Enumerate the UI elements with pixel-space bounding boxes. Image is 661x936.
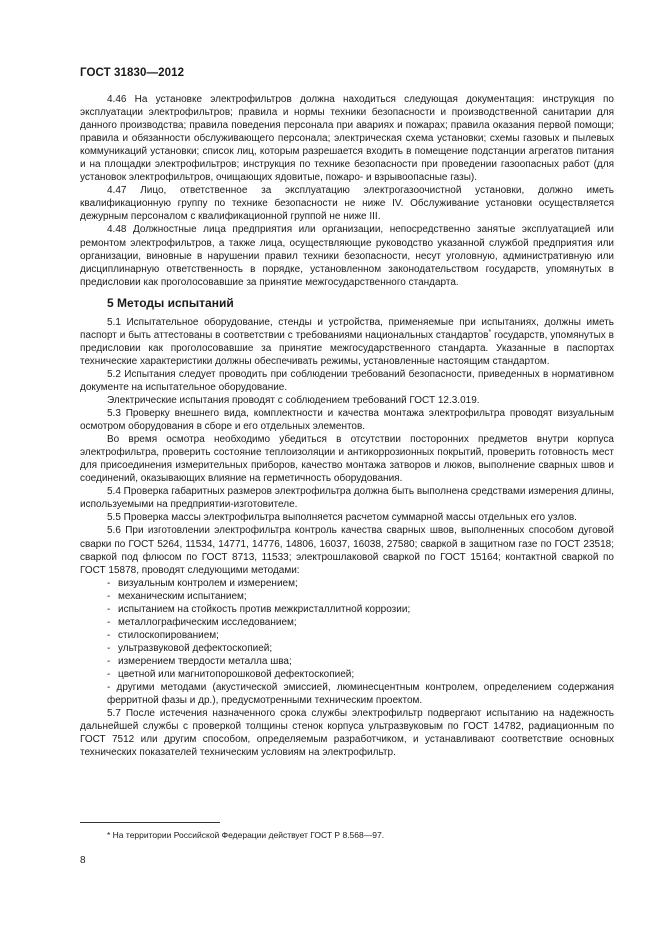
paragraph-5-2: 5.2 Испытания следует проводить при соблюдении требований безопасности, приведенных в нормативном документе на испытательное оборудование. <box>80 368 614 393</box>
paragraph-5-1-continued: государств, упомянутых в предисловии как проголосовавшие за принятие межгосударственного стандарта. Указанные в паспортах технические характеристики должны обеспечивать режимы, установленные настоящим стандартом. <box>80 329 614 367</box>
list-item-text: визуальным контролем и измерением; <box>118 577 298 589</box>
list-item-text: измерением твердости металла шва; <box>118 655 292 667</box>
list-item: - металлографическим исследованием; <box>107 616 297 628</box>
list-item-text: другими методами (акустической эмиссией, люминесцентным контролем, определением содержания ферритной фазы и др.), предусмотренными техническим проектом. <box>107 682 615 707</box>
list-item: - испытанием на стойкость против межкристаллитной коррозии; <box>107 603 411 615</box>
list-item-text: испытанием на стойкость против межкристаллитной коррозии; <box>118 603 411 615</box>
list-item: - стилоскопированием; <box>107 629 219 641</box>
paragraph-5-7: 5.7 После истечения назначенного срока службы электрофильтр подвергают испытанию на надежность дальнейшей службы с проверкой толщины стенок корпуса ультразвуковым по ГОСТ 14782, радиационным по ГОСТ 7512 или другим способом, определяемым разработчиком, и устанавливают соответствие основных технических показателей техническим условиям на электрофильтр. <box>80 708 614 759</box>
paragraph-5-3: 5.3 Проверку внешнего вида, комплектности и качества монтажа электрофильтра проводят визуальным осмотром оборудования в сборе и его отдельных элементов. <box>80 408 614 433</box>
footnote: * На территории Российской Федерации действует ГОСТ Р 8.568—97. <box>107 830 385 840</box>
section-title: 5 Методы испытаний <box>107 295 234 310</box>
list-item-text: стилоскопированием; <box>118 629 219 641</box>
list-item-text: металлографическим исследованием; <box>118 616 297 628</box>
paragraph-5-6: 5.6 При изготовлении электрофильтра контроль качества сварных швов, выполненных способом дуговой сварки по ГОСТ 5264, 11534, 14771, 14776, 14806, 16037, 16038, 27580; сваркой в защитном газе по ГОСТ 23518; сваркой под флюсом по ГОСТ 8713, 11533; электрошлаковой сваркой по ГОСТ 15164; контактной сваркой по ГОСТ 15878, проводят следующими методами: <box>80 525 614 576</box>
paragraph-4-46: 4.46 На установке электрофильтров должна находиться следующая документация: инструкция по эксплуатации электрофильтров; правила и нормы техники безопасности и производственной санитарии для данного производства; правила поведения персонала при авариях и пожарах; правила оказания первой помощи; правила и обязанности обслуживающего персонала; электрическая схема установки; схемы газовых и пылевых коммуникаций установки; список лиц, которым разрешается входить в помещение подстанции агрегатов питания и на площадки электрофильтров; инструкция по технике безопасности при проведении газоопасных работ (для установок электрофильтров, очищающих ядовитые, пожаро- и взрывоопасные газы). <box>80 94 614 184</box>
list-item-text: ультразвуковой дефектоскопией; <box>118 642 273 654</box>
paragraph-electrical-tests: Электрические испытания проводят с соблюдением требований ГОСТ 12.3.019. <box>107 394 480 406</box>
list-item: - измерением твердости металла шва; <box>107 655 292 667</box>
paragraph-4-47: 4.47 Лицо, ответственное за эксплуатацию электрогазоочистной установки, должно иметь квалификационную группу по технике безопасности не ниже IV. Обслуживание установки осуществляется дежурным персоналом с квалификационной группой не ниже III. <box>80 185 614 223</box>
paragraph-5-4: 5.4 Проверка габаритных размеров электрофильтра должна быть выполнена средствами измерения длины, используемыми на предприятии-изготовителе. <box>80 486 614 511</box>
list-item-text: механическим испытанием; <box>118 590 247 602</box>
list-item: - ультразвуковой дефектоскопией; <box>107 642 273 654</box>
list-item: - цветной или магнитопорошковой дефектоскопией; <box>107 668 355 680</box>
paragraph-inspection: Во время осмотра необходимо убедиться в отсутствии посторонних предметов внутри корпуса электрофильтра, проверить состояние теплоизоляции и антикоррозионных покрытий, проверить готовность мест для присоединения измерительных приборов, качество монтажа затворов и люков, выполнение сварных швов и соединений, оказывающих влияние на герметичность оборудования. <box>80 434 614 485</box>
paragraph-5-5: 5.5 Проверка массы электрофильтра выполняется расчетом суммарной массы отдельных его узлов. <box>107 512 577 524</box>
paragraph-5-1 <box>80 316 614 368</box>
list-item-text: цветной или магнитопорошковой дефектоскопией; <box>118 668 355 680</box>
footnote-divider <box>80 822 220 823</box>
page-number: 8 <box>80 855 86 866</box>
paragraph-4-48: 4.48 Должностные лица предприятия или организации, непосредственно занятые эксплуатацией или ремонтом электрофильтров, а также лица, осуществляющие руководство указанной службой предприятия или организации, виновные в нарушении правил техники безопасности, несут уголовную, административную или дисциплинарную ответственность в порядке, установленном законодательством государств, упомянутых в предисловии как проголосовавшие за принятие межгосударственного стандарта. <box>80 224 614 288</box>
list-item: - визуальным контролем и измерением; <box>107 577 298 589</box>
document-body <box>80 93 614 759</box>
list-item: - другими методами (акустической эмиссией, люминесцентным контролем, определением содержания ферритной фазы и др.), предусмотренными техническим проектом. <box>107 682 615 707</box>
document-header: ГОСТ 31830—2012 <box>80 67 185 79</box>
list-item: - механическим испытанием; <box>107 590 247 602</box>
footnote-reference: * <box>488 328 492 336</box>
paragraph-5-1-text: 5.1 Испытательное оборудование, стенды и устройства, применяемые при испытаниях, должны иметь паспорт и быть аттестованы в соответствии с требованиями национальных стандартов <box>80 316 614 341</box>
